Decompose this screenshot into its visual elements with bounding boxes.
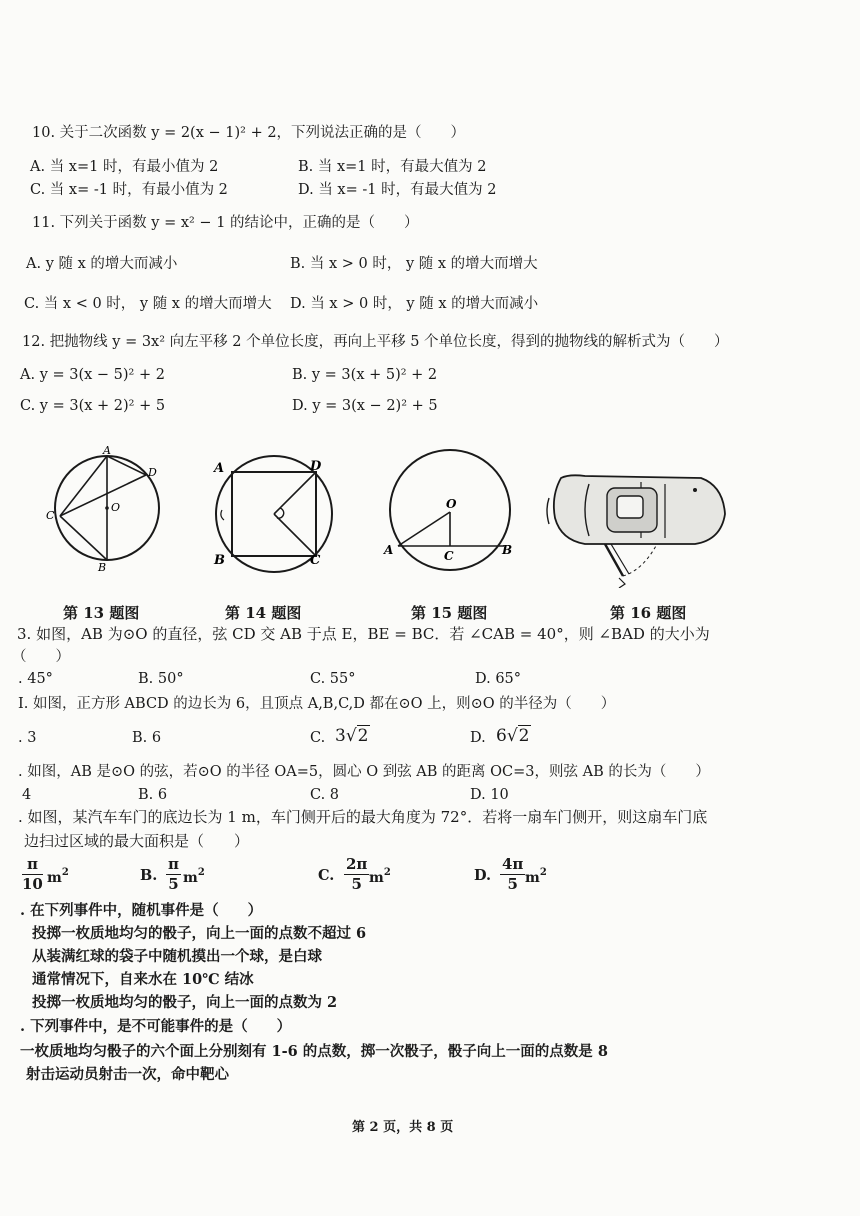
fig15-label-a: A	[384, 543, 394, 557]
fig13-label-a: A	[103, 446, 111, 457]
fig15-label-o: O	[446, 497, 457, 511]
q13-stem-cont: （ ）	[12, 649, 70, 665]
q10-option-a: A. 当 x=1 时，有最小值为 2	[30, 159, 219, 175]
q14-option-a: . 3	[18, 730, 37, 746]
q10-option-b: B. 当 x=1 时，有最大值为 2	[298, 159, 487, 175]
q17-option-c: 通常情况下，自来水在 10℃ 结冰	[32, 971, 254, 988]
q18-option-a: 一枚质地均匀骰子的六个面上分别刻有 1-6 的点数，掷一次骰子，骰子向上一面的点数是 8	[20, 1043, 608, 1060]
q17-option-b: 从装满红球的袋子中随机摸出一个球，是白球	[32, 948, 322, 965]
caption-figure-14: 第 14 题图	[225, 604, 302, 622]
q15-option-c: C. 8	[310, 787, 340, 803]
figure-16-car	[545, 458, 731, 588]
q10-stem: 10. 关于二次函数 y = 2(x − 1)² + 2，下列说法正确的是（ ）	[32, 125, 466, 141]
q12-stem: 12. 把抛物线 y = 3x² 向左平移 2 个单位长度，再向上平移 5 个单位长度，得到的抛物线的解析式为（ ）	[22, 334, 729, 350]
q16-option-d-unit: $m^2$	[525, 867, 547, 886]
q10-option-c: C. 当 x= -1 时，有最小值为 2	[30, 182, 228, 198]
q15-stem: . 如图，AB 是⊙O 的弦，若⊙O 的半径 OA=5，圆心 O 到弦 AB 的距离 OC=3，则弦 AB 的长为（ ）	[18, 764, 710, 780]
q14-option-c-value: 3√2	[335, 726, 369, 746]
q13-option-d: D. 65°	[475, 671, 522, 687]
fig15-label-b: B	[502, 543, 513, 557]
fig13-label-c: C	[46, 509, 55, 522]
q11-option-c: C. 当 x < 0 时， y 随 x 的增大而增大	[24, 296, 272, 312]
q13-option-c: C. 55°	[310, 671, 356, 687]
q16-stem-line2: 边扫过区域的最大面积是（ ）	[24, 832, 250, 850]
q15-option-b: B. 6	[138, 787, 168, 803]
q11-option-d: D. 当 x > 0 时， y 随 x 的增大而减小	[290, 296, 539, 312]
fig14-label-d: D	[310, 459, 322, 474]
q12-option-d: D. y = 3(x − 2)² + 5	[292, 398, 438, 414]
figure-15	[378, 448, 518, 574]
q16-option-d-fraction: $\frac{4\pi}{5}$	[502, 855, 524, 893]
fig13-label-b: B	[98, 561, 107, 574]
q17-option-d: 投掷一枚质地均匀的骰子，向上一面的点数为 2	[32, 994, 338, 1011]
q15-option-a: 4	[22, 787, 32, 803]
caption-figure-16: 第 16 题图	[610, 604, 687, 622]
q16-option-c-unit: $m^2$	[369, 867, 391, 886]
q18-stem: . 下列事件中，是不可能事件的是（ ）	[20, 1018, 292, 1035]
q12-option-c: C. y = 3(x + 2)² + 5	[20, 398, 166, 414]
q13-option-a: . 45°	[18, 671, 53, 687]
fig15-label-c: C	[444, 549, 454, 563]
q13-stem: 3. 如图，AB 为⊙O 的直径，弦 CD 交 AB 于点 E，BE = BC．若 ∠CAB = 40°，则 ∠BAD 的大小为	[17, 625, 710, 643]
q16-option-a-unit: $m^2$	[47, 867, 69, 886]
caption-figure-15: 第 15 题图	[411, 604, 488, 622]
q11-stem: 11. 下列关于函数 y = x² − 1 的结论中，正确的是（ ）	[32, 215, 419, 231]
q17-option-a: 投掷一枚质地均匀的骰子，向上一面的点数不超过 6	[32, 925, 367, 942]
q16-option-c-label: C.	[318, 867, 335, 884]
figure-13	[40, 446, 170, 576]
fig13-label-o: O	[111, 501, 121, 514]
q11-option-b: B. 当 x > 0 时， y 随 x 的增大而增大	[290, 256, 538, 272]
q14-option-d-value: 6√2	[496, 726, 530, 746]
q10-option-d: D. 当 x= -1 时，有最大值为 2	[298, 182, 497, 198]
page-footer: 第 2 页，共 8 页	[352, 1120, 454, 1135]
q14-option-d-label: D.	[470, 730, 486, 746]
q16-option-c-fraction: $\frac{2\pi}{5}$	[346, 855, 368, 893]
q16-option-b-label: B.	[140, 867, 158, 884]
q13-option-b: B. 50°	[138, 671, 184, 687]
fig14-label-b: B	[214, 553, 225, 568]
q16-option-b-fraction: $\frac{\pi}{5}$	[168, 855, 179, 893]
q14-stem: I. 如图，正方形 ABCD 的边长为 6，且顶点 A,B,C,D 都在⊙O 上，则⊙O 的半径为（ ）	[18, 696, 616, 712]
fig14-label-a: A	[214, 461, 225, 476]
q12-option-b: B. y = 3(x + 5)² + 2	[292, 367, 438, 383]
q14-option-b: B. 6	[132, 730, 162, 746]
q16-option-a-fraction: $\frac{\pi}{10}$	[22, 855, 43, 893]
q16-stem: . 如图，某汽车车门的底边长为 1 m，车门侧开后的最大角度为 72°．若将一扇车门侧开，则这扇车门底	[18, 808, 708, 826]
q15-option-d: D. 10	[470, 787, 509, 803]
q14-option-c-label: C.	[310, 730, 326, 746]
fig13-label-d: D	[148, 466, 157, 479]
q16-option-d-label: D.	[474, 867, 492, 884]
q16-option-b-unit: $m^2$	[183, 867, 205, 886]
q11-option-a: A. y 随 x 的增大而减小	[26, 256, 178, 272]
figure-14	[208, 452, 338, 578]
q12-option-a: A. y = 3(x − 5)² + 2	[20, 367, 165, 383]
caption-figure-13: 第 13 题图	[63, 604, 140, 622]
q18-option-b: 射击运动员射击一次，命中靶心	[26, 1066, 229, 1083]
fig14-label-c: C	[310, 553, 321, 568]
q17-stem: . 在下列事件中，随机事件是（ ）	[20, 902, 263, 919]
